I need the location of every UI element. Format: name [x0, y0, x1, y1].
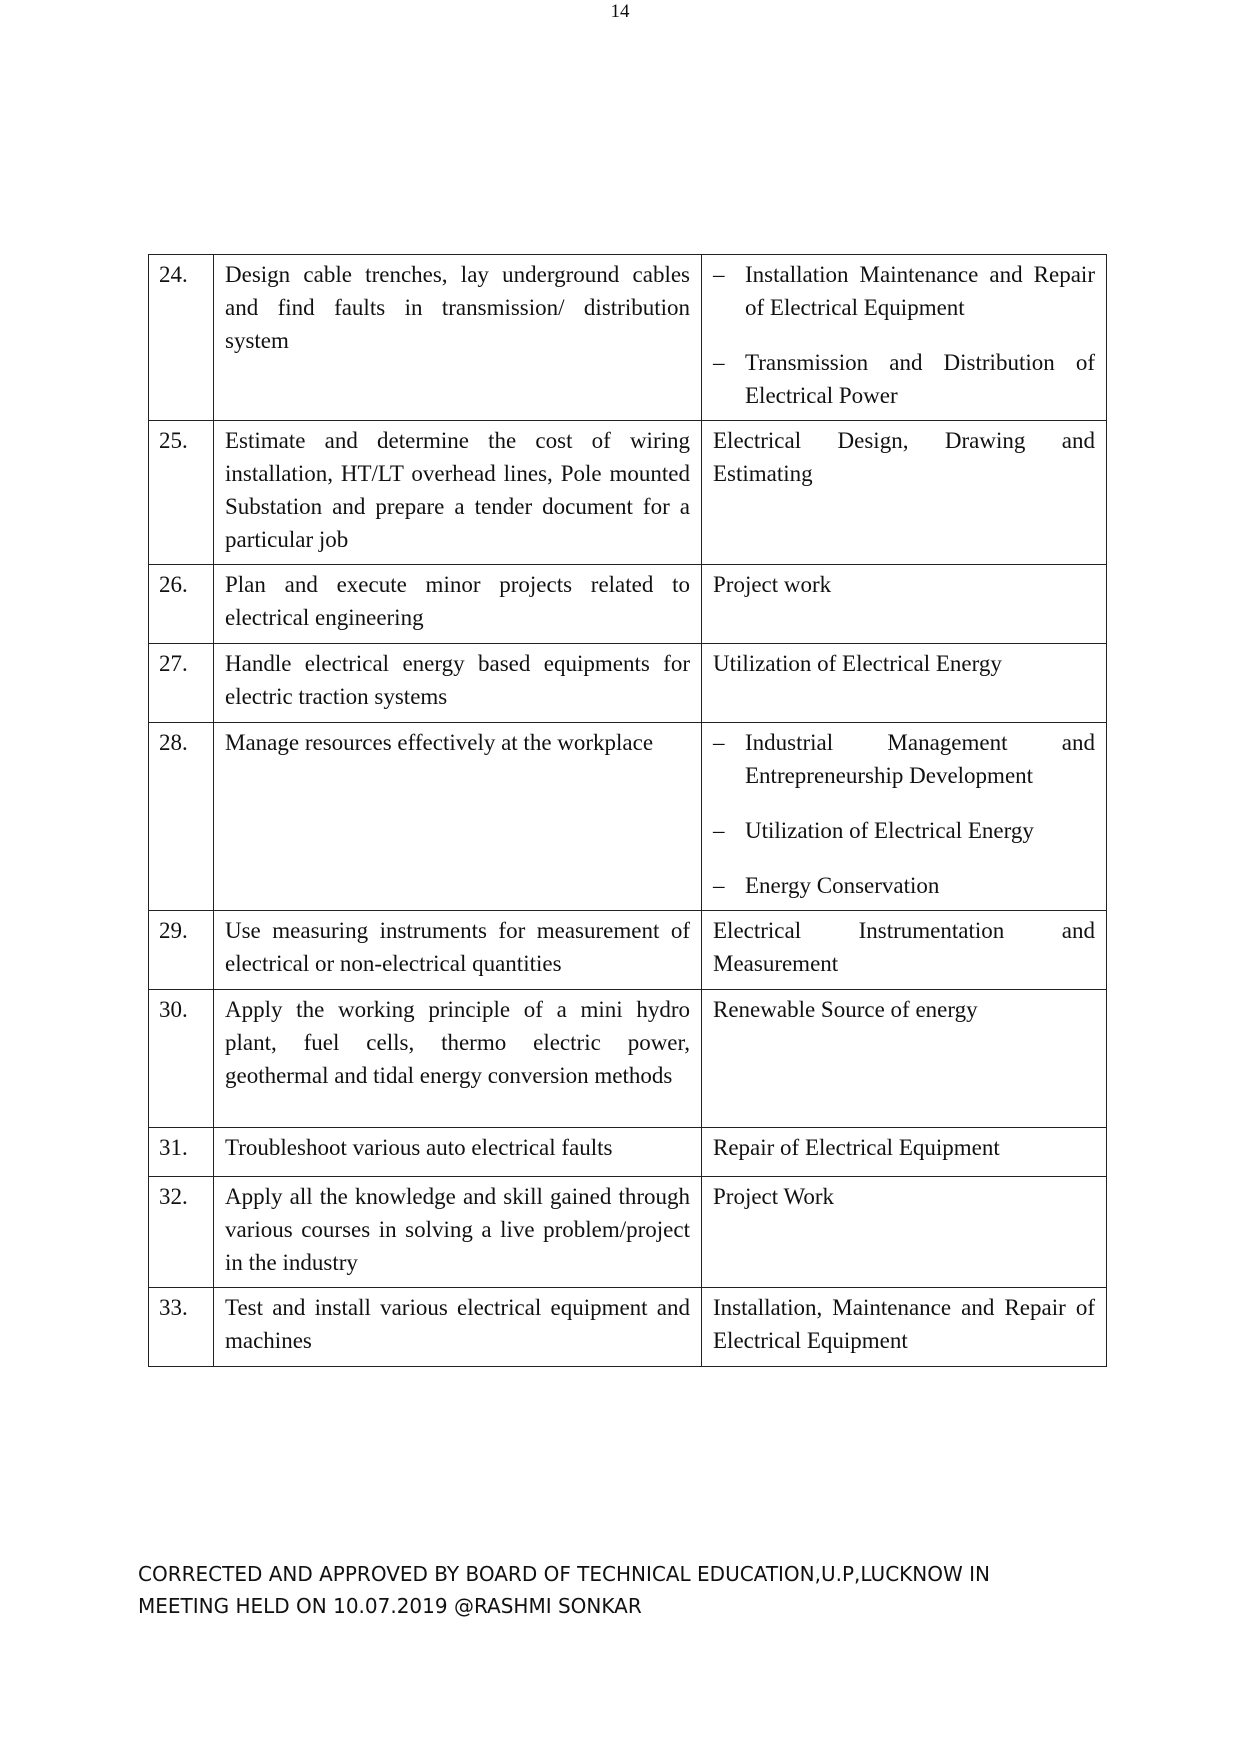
competency-course-table [148, 254, 1107, 1367]
competency-cell: Manage resources effectively at the workplace [214, 723, 702, 911]
footer-line: MEETING HELD ON 10.07.2019 @RASHMI SONKAR [138, 1594, 642, 1618]
competency-cell: Plan and execute minor projects related to electrical engineering [214, 565, 702, 644]
table-row [149, 911, 1107, 990]
row-number: 29. [149, 911, 214, 990]
competency-cell: Troubleshoot various auto electrical faults [214, 1128, 702, 1177]
course-cell: Installation, Maintenance and Repair of Electrical Equipment [702, 1288, 1107, 1367]
footer-line: CORRECTED AND APPROVED BY BOARD OF TECHNICAL EDUCATION,U.P,LUCKNOW IN [138, 1562, 990, 1586]
course-cell: Electrical Design, Drawing and Estimating [702, 421, 1107, 565]
course-cell: Utilization of Electrical Energy [702, 644, 1107, 723]
list-item: – Transmission and Distribution of Electrical Power [713, 346, 1095, 412]
course-cell [702, 255, 1107, 421]
row-number: 31. [149, 1128, 214, 1177]
row-number: 28. [149, 723, 214, 911]
list-item: – Utilization of Electrical Energy [713, 814, 1095, 847]
table-row [149, 1128, 1107, 1177]
list-item: – Installation Maintenance and Repair of Electrical Equipment [713, 258, 1095, 324]
table-row [149, 255, 1107, 421]
page-number: 14 [610, 1, 630, 22]
course-list [713, 726, 1095, 902]
table-row [149, 1288, 1107, 1367]
course-cell [702, 723, 1107, 911]
course-cell: Electrical Instrumentation and Measurement [702, 911, 1107, 990]
row-number: 26. [149, 565, 214, 644]
row-number: 32. [149, 1177, 214, 1288]
row-number: 30. [149, 990, 214, 1128]
list-item: – Industrial Management and Entrepreneurship Development [713, 726, 1095, 792]
table-row [149, 565, 1107, 644]
competency-cell: Handle electrical energy based equipments for electric traction systems [214, 644, 702, 723]
list-item: – Energy Conservation [713, 869, 1095, 902]
competency-cell: Use measuring instruments for measurement of electrical or non-electrical quantities [214, 911, 702, 990]
table-row [149, 723, 1107, 911]
competency-cell: Estimate and determine the cost of wiring installation, HT/LT overhead lines, Pole mounted Substation and prepare a tender document for a particular job [214, 421, 702, 565]
approval-footer [138, 1558, 1038, 1622]
row-number: 24. [149, 255, 214, 421]
course-cell: Project work [702, 565, 1107, 644]
competency-cell: Apply all the knowledge and skill gained through various courses in solving a live problem/project in the industry [214, 1177, 702, 1288]
course-list [713, 258, 1095, 412]
table-row [149, 990, 1107, 1128]
table-row [149, 1177, 1107, 1288]
course-cell: Repair of Electrical Equipment [702, 1128, 1107, 1177]
competency-cell: Design cable trenches, lay underground cables and find faults in transmission/ distribution system [214, 255, 702, 421]
row-number: 27. [149, 644, 214, 723]
competency-cell: Apply the working principle of a mini hydro plant, fuel cells, thermo electric power, geothermal and tidal energy conversion methods [214, 990, 702, 1128]
course-cell: Renewable Source of energy [702, 990, 1107, 1128]
table-row [149, 644, 1107, 723]
table-row [149, 421, 1107, 565]
course-cell: Project Work [702, 1177, 1107, 1288]
row-number: 33. [149, 1288, 214, 1367]
row-number: 25. [149, 421, 214, 565]
competency-cell: Test and install various electrical equipment and machines [214, 1288, 702, 1367]
